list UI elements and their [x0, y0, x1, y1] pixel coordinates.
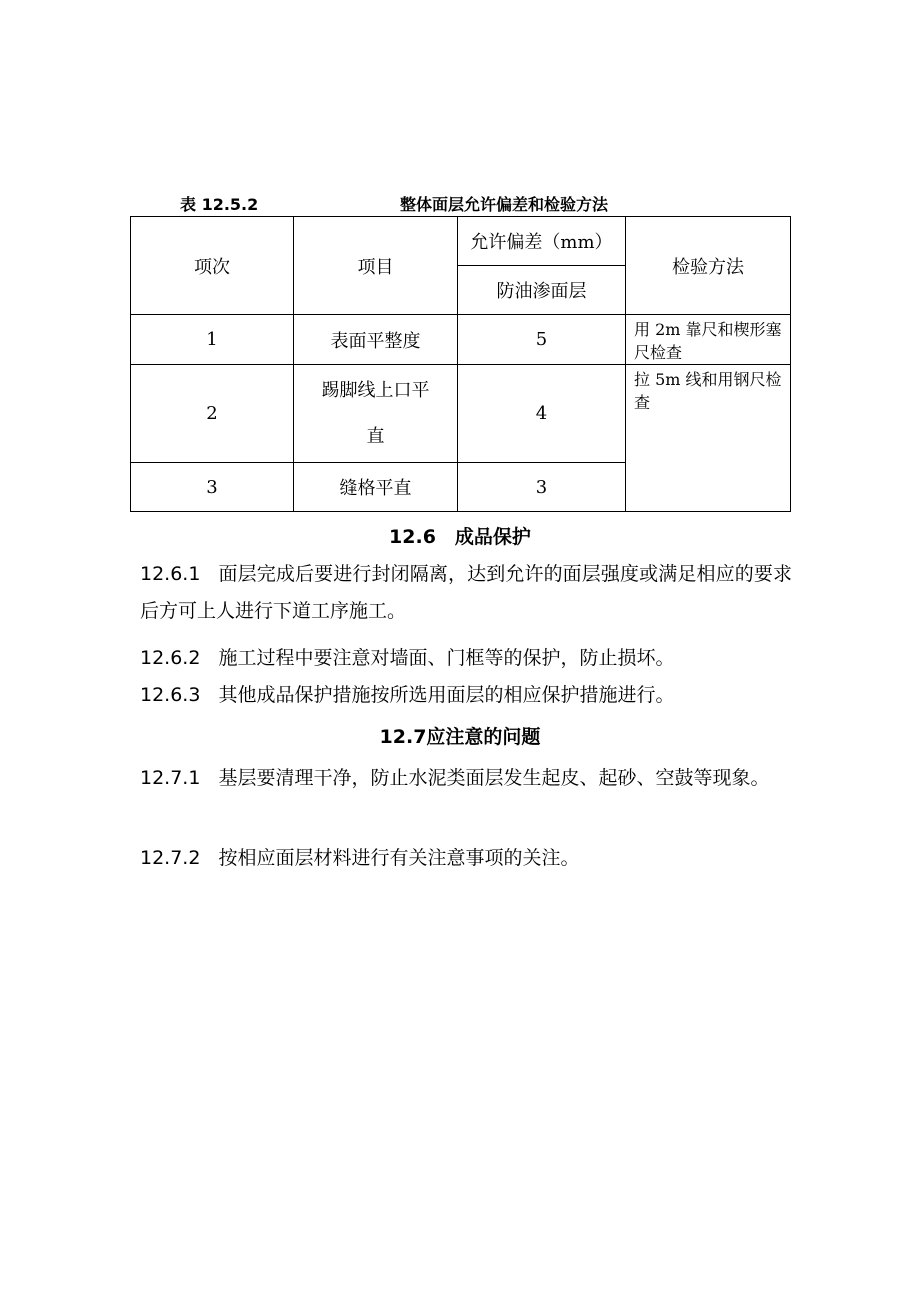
paragraph-number: 12.6.3	[140, 684, 201, 706]
paragraph-text: 面层完成后要进行封闭隔离，达到允许的面层强度或满足相应的要求后方可上人进行下道工序施工。	[140, 563, 792, 622]
header-tolerance-sub: 防油渗面层	[458, 266, 626, 315]
table-title: 整体面层允许偏差和检验方法	[400, 195, 609, 214]
paragraph-12-7-2	[140, 840, 792, 877]
paragraph-12-6-3	[140, 677, 792, 714]
tolerance-table	[130, 216, 791, 512]
paragraph-12-6-2	[140, 640, 792, 677]
paragraph-12-6-1	[140, 556, 792, 630]
paragraph-text: 其他成品保护措施按所选用面层的相应保护措施进行。	[218, 684, 675, 706]
table-row	[131, 365, 791, 463]
paragraph-number: 12.6.1	[140, 563, 201, 585]
table-row	[131, 315, 791, 365]
header-item: 项目	[294, 217, 458, 315]
table-number: 表 12.5.2	[180, 195, 259, 214]
row-index: 2	[131, 365, 294, 463]
row-item: 缝格平直	[294, 463, 458, 512]
row-value: 5	[458, 315, 626, 365]
row-index: 1	[131, 315, 294, 365]
table-caption	[180, 193, 660, 217]
section-heading-12-6: 12.6 成品保护	[389, 526, 531, 548]
row-value: 4	[458, 365, 626, 463]
paragraph-number: 12.7.1	[140, 767, 201, 789]
paragraph-text: 按相应面层材料进行有关注意事项的关注。	[218, 847, 580, 869]
row-method: 用 2m 靠尺和楔形塞尺检查	[626, 315, 791, 365]
row-item: 表面平整度	[294, 315, 458, 365]
row-method: 拉 5m 线和用钢尺检查	[626, 365, 791, 512]
row-value: 3	[458, 463, 626, 512]
paragraph-number: 12.7.2	[140, 847, 201, 869]
header-index: 项次	[131, 217, 294, 315]
paragraph-text: 基层要清理干净，防止水泥类面层发生起皮、起砂、空鼓等现象。	[218, 767, 770, 789]
paragraph-12-7-1	[140, 760, 792, 797]
paragraph-number: 12.6.2	[140, 647, 201, 669]
row-index: 3	[131, 463, 294, 512]
header-tolerance: 允许偏差（mm）	[458, 217, 626, 266]
row-item: 踢脚线上口平直	[294, 365, 458, 463]
header-method: 检验方法	[626, 217, 791, 315]
paragraph-text: 施工过程中要注意对墙面、门框等的保护，防止损坏。	[218, 647, 675, 669]
section-heading-12-7: 12.7应注意的问题	[379, 726, 541, 748]
